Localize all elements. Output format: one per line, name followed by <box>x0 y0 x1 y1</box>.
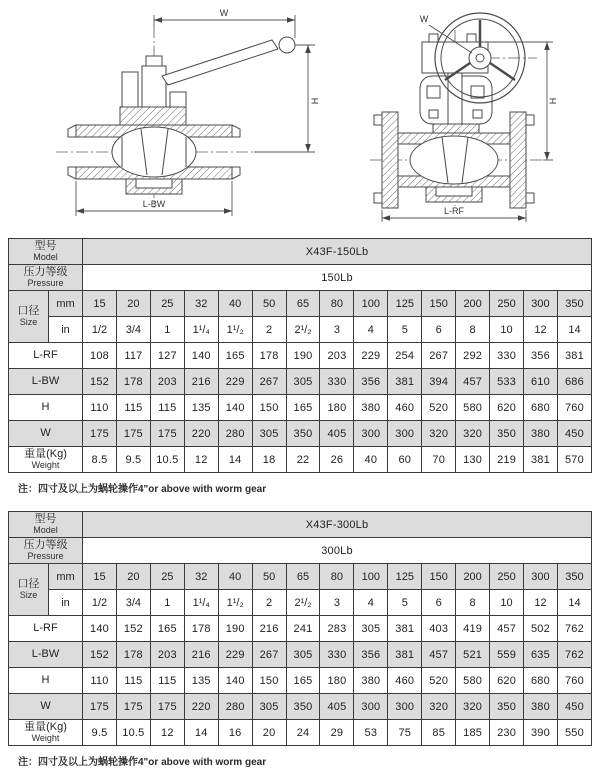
value-cell: 165 <box>286 668 320 694</box>
dim-label-h: H <box>310 97 320 105</box>
value-cell: 216 <box>252 616 286 642</box>
yoke <box>420 73 492 125</box>
size-in-cell: 1/2 <box>83 317 117 343</box>
value-cell: 305 <box>252 694 286 720</box>
size-in-cell: 14 <box>557 590 591 616</box>
size-mm-cell: 100 <box>354 564 388 590</box>
value-cell: 10.5 <box>150 447 184 473</box>
value-cell: 380 <box>354 395 388 421</box>
data-row <box>9 668 592 694</box>
value-cell: 330 <box>490 343 524 369</box>
value-cell: 75 <box>388 720 422 746</box>
dim-label-lbw: L-BW <box>142 199 166 209</box>
value-cell: 460 <box>388 395 422 421</box>
value-cell: 115 <box>150 668 184 694</box>
value-cell: 180 <box>320 668 354 694</box>
value-cell: 165 <box>218 343 252 369</box>
size-mm-cell: 200 <box>456 291 490 317</box>
value-cell: 559 <box>490 642 524 668</box>
value-cell: 10.5 <box>116 720 150 746</box>
value-cell: 381 <box>557 343 591 369</box>
value-cell: 267 <box>252 369 286 395</box>
value-cell: 152 <box>116 616 150 642</box>
value-cell: 175 <box>83 694 117 720</box>
drawing-gear-flanged-valve <box>325 0 597 230</box>
dim-label-w: W <box>419 14 429 24</box>
size-in-cell: 1¹/₄ <box>184 590 218 616</box>
value-cell: 110 <box>83 668 117 694</box>
value-cell: 280 <box>218 694 252 720</box>
tables-wrap <box>0 238 600 768</box>
value-cell: 8.5 <box>83 447 117 473</box>
value-cell: 254 <box>388 343 422 369</box>
size-mm-row <box>9 291 592 317</box>
value-cell: 635 <box>524 642 558 668</box>
value-cell: 580 <box>456 668 490 694</box>
value-cell: 300 <box>354 694 388 720</box>
size-mm-cell: 125 <box>388 291 422 317</box>
value-cell: 22 <box>286 447 320 473</box>
pressure-row <box>9 265 592 291</box>
value-cell: 175 <box>150 694 184 720</box>
value-cell: 241 <box>286 616 320 642</box>
size-in-cell: 2 <box>252 317 286 343</box>
value-cell: 550 <box>557 720 591 746</box>
value-cell: 580 <box>456 395 490 421</box>
unit-in-label: in <box>49 317 83 343</box>
value-cell: 110 <box>83 395 117 421</box>
value-cell: 18 <box>252 447 286 473</box>
value-cell: 175 <box>150 421 184 447</box>
value-cell: 460 <box>388 668 422 694</box>
value-cell: 292 <box>456 343 490 369</box>
row-label: 重量(Kg) Weight <box>9 720 83 746</box>
value-cell: 502 <box>524 616 558 642</box>
value-cell: 267 <box>252 642 286 668</box>
value-cell: 12 <box>184 447 218 473</box>
pressure-value: 300Lb <box>83 538 592 564</box>
value-cell: 320 <box>422 694 456 720</box>
value-cell: 305 <box>354 616 388 642</box>
value-cell: 230 <box>490 720 524 746</box>
row-label: 重量(Kg) Weight <box>9 447 83 473</box>
size-mm-cell: 250 <box>490 291 524 317</box>
value-cell: 620 <box>490 395 524 421</box>
size-mm-cell: 25 <box>150 564 184 590</box>
size-mm-cell: 150 <box>422 291 456 317</box>
size-in-cell: 1¹/₂ <box>218 590 252 616</box>
size-mm-cell: 350 <box>557 564 591 590</box>
value-cell: 381 <box>524 447 558 473</box>
size-in-cell: 1 <box>150 590 184 616</box>
value-cell: 520 <box>422 668 456 694</box>
size-in-cell: 1/2 <box>83 590 117 616</box>
size-mm-cell: 32 <box>184 291 218 317</box>
size-mm-cell: 50 <box>252 291 286 317</box>
value-cell: 220 <box>184 694 218 720</box>
value-cell: 53 <box>354 720 388 746</box>
value-cell: 16 <box>218 720 252 746</box>
size-in-cell: 4 <box>354 590 388 616</box>
dim-label-w: W <box>219 8 229 18</box>
pressure-value: 150Lb <box>83 265 592 291</box>
size-in-cell: 3/4 <box>116 590 150 616</box>
data-row <box>9 395 592 421</box>
data-row <box>9 694 592 720</box>
value-cell: 115 <box>116 668 150 694</box>
unit-mm-label: mm <box>49 564 83 590</box>
size-in-cell: 5 <box>388 317 422 343</box>
valve-body <box>374 112 534 208</box>
model-row <box>9 512 592 538</box>
value-cell: 216 <box>184 369 218 395</box>
value-cell: 380 <box>524 421 558 447</box>
unit-in-label: in <box>49 590 83 616</box>
value-cell: 570 <box>557 447 591 473</box>
value-cell: 356 <box>354 369 388 395</box>
size-mm-cell: 65 <box>286 291 320 317</box>
size-mm-cell: 100 <box>354 291 388 317</box>
value-cell: 381 <box>388 616 422 642</box>
size-mm-cell: 300 <box>524 291 558 317</box>
size-in-cell: 12 <box>524 590 558 616</box>
row-label: H <box>9 395 83 421</box>
value-cell: 320 <box>456 694 490 720</box>
value-cell: 220 <box>184 421 218 447</box>
table-note-300lb: 注：四寸及以上为蜗轮操作4"or above with worm gear <box>18 757 267 768</box>
value-cell: 127 <box>150 343 184 369</box>
size-in-cell: 3 <box>320 317 354 343</box>
data-row <box>9 421 592 447</box>
model-row <box>9 239 592 265</box>
value-cell: 356 <box>524 343 558 369</box>
value-cell: 300 <box>388 694 422 720</box>
pressure-row <box>9 538 592 564</box>
size-in-cell: 3 <box>320 590 354 616</box>
size-in-cell: 10 <box>490 590 524 616</box>
value-cell: 60 <box>388 447 422 473</box>
value-cell: 150 <box>252 668 286 694</box>
value-cell: 115 <box>116 395 150 421</box>
value-cell: 457 <box>422 642 456 668</box>
value-cell: 405 <box>320 421 354 447</box>
value-cell: 419 <box>456 616 490 642</box>
value-cell: 330 <box>320 369 354 395</box>
value-cell: 300 <box>388 421 422 447</box>
size-in-row <box>9 317 592 343</box>
value-cell: 320 <box>422 421 456 447</box>
size-in-cell: 5 <box>388 590 422 616</box>
size-mm-cell: 250 <box>490 564 524 590</box>
size-mm-cell: 150 <box>422 564 456 590</box>
spec-table <box>8 238 592 473</box>
value-cell: 450 <box>557 694 591 720</box>
value-cell: 40 <box>354 447 388 473</box>
value-cell: 190 <box>218 616 252 642</box>
data-row <box>9 343 592 369</box>
value-cell: 24 <box>286 720 320 746</box>
data-row <box>9 616 592 642</box>
value-cell: 457 <box>490 616 524 642</box>
size-in-cell: 6 <box>422 317 456 343</box>
value-cell: 229 <box>218 642 252 668</box>
value-cell: 115 <box>150 395 184 421</box>
value-cell: 203 <box>150 369 184 395</box>
value-cell: 140 <box>218 395 252 421</box>
value-cell: 135 <box>184 668 218 694</box>
size-mm-cell: 15 <box>83 564 117 590</box>
spec-table <box>8 511 592 746</box>
value-cell: 130 <box>456 447 490 473</box>
size-in-cell: 10 <box>490 317 524 343</box>
size-label: 口径 Size <box>9 291 49 343</box>
value-cell: 305 <box>286 369 320 395</box>
size-in-row <box>9 590 592 616</box>
size-in-cell: 2¹/₂ <box>286 317 320 343</box>
size-mm-row <box>9 564 592 590</box>
dim-label-lrf: L-RF <box>444 206 464 216</box>
value-cell: 229 <box>218 369 252 395</box>
size-mm-cell: 20 <box>116 291 150 317</box>
size-in-cell: 2 <box>252 590 286 616</box>
spec-table-150lb-section <box>8 238 592 473</box>
value-cell: 520 <box>422 395 456 421</box>
unit-mm-label: mm <box>49 291 83 317</box>
size-mm-cell: 40 <box>218 291 252 317</box>
size-mm-cell: 50 <box>252 564 286 590</box>
value-cell: 185 <box>456 720 490 746</box>
value-cell: 152 <box>83 642 117 668</box>
size-label: 口径 Size <box>9 564 49 616</box>
value-cell: 150 <box>252 395 286 421</box>
value-cell: 760 <box>557 668 591 694</box>
value-cell: 14 <box>218 447 252 473</box>
value-cell: 620 <box>490 668 524 694</box>
value-cell: 305 <box>286 642 320 668</box>
value-cell: 140 <box>218 668 252 694</box>
value-cell: 283 <box>320 616 354 642</box>
row-label: L-BW <box>9 642 83 668</box>
size-in-cell: 3/4 <box>116 317 150 343</box>
value-cell: 762 <box>557 642 591 668</box>
value-cell: 178 <box>184 616 218 642</box>
value-cell: 457 <box>456 369 490 395</box>
value-cell: 219 <box>490 447 524 473</box>
data-row <box>9 642 592 668</box>
value-cell: 267 <box>422 343 456 369</box>
value-cell: 175 <box>116 694 150 720</box>
size-in-cell: 1¹/₄ <box>184 317 218 343</box>
size-mm-cell: 200 <box>456 564 490 590</box>
size-mm-cell: 15 <box>83 291 117 317</box>
size-mm-cell: 80 <box>320 564 354 590</box>
value-cell: 350 <box>490 421 524 447</box>
row-label: L-RF <box>9 343 83 369</box>
model-label: 型号 Model <box>9 512 83 538</box>
value-cell: 380 <box>524 694 558 720</box>
row-label: W <box>9 421 83 447</box>
data-row <box>9 720 592 746</box>
value-cell: 686 <box>557 369 591 395</box>
value-cell: 390 <box>524 720 558 746</box>
value-cell: 70 <box>422 447 456 473</box>
value-cell: 533 <box>490 369 524 395</box>
value-cell: 305 <box>252 421 286 447</box>
size-in-cell: 4 <box>354 317 388 343</box>
value-cell: 175 <box>83 421 117 447</box>
size-mm-cell: 125 <box>388 564 422 590</box>
value-cell: 175 <box>116 421 150 447</box>
value-cell: 330 <box>320 642 354 668</box>
value-cell: 9.5 <box>116 447 150 473</box>
row-label: L-RF <box>9 616 83 642</box>
size-mm-cell: 20 <box>116 564 150 590</box>
size-in-cell: 12 <box>524 317 558 343</box>
value-cell: 165 <box>150 616 184 642</box>
value-cell: 190 <box>286 343 320 369</box>
value-cell: 350 <box>286 421 320 447</box>
size-mm-cell: 80 <box>320 291 354 317</box>
value-cell: 203 <box>150 642 184 668</box>
value-cell: 229 <box>354 343 388 369</box>
value-cell: 381 <box>388 369 422 395</box>
value-cell: 12 <box>150 720 184 746</box>
value-cell: 9.5 <box>83 720 117 746</box>
value-cell: 178 <box>116 642 150 668</box>
value-cell: 450 <box>557 421 591 447</box>
value-cell: 117 <box>116 343 150 369</box>
value-cell: 320 <box>456 421 490 447</box>
size-mm-cell: 350 <box>557 291 591 317</box>
value-cell: 165 <box>286 395 320 421</box>
data-row <box>9 369 592 395</box>
size-mm-cell: 25 <box>150 291 184 317</box>
value-cell: 216 <box>184 642 218 668</box>
value-cell: 135 <box>184 395 218 421</box>
value-cell: 350 <box>286 694 320 720</box>
value-cell: 178 <box>116 369 150 395</box>
drawing-lever-ball-valve <box>2 0 324 230</box>
value-cell: 20 <box>252 720 286 746</box>
value-cell: 403 <box>422 616 456 642</box>
value-cell: 203 <box>320 343 354 369</box>
value-cell: 350 <box>490 694 524 720</box>
model-label: 型号 Model <box>9 239 83 265</box>
value-cell: 140 <box>83 616 117 642</box>
model-value: X43F-150Lb <box>83 239 592 265</box>
value-cell: 760 <box>557 395 591 421</box>
value-cell: 380 <box>354 668 388 694</box>
value-cell: 280 <box>218 421 252 447</box>
table-note-150lb: 注：四寸及以上为蜗轮操作4"or above with worm gear <box>18 484 267 495</box>
value-cell: 140 <box>184 343 218 369</box>
value-cell: 356 <box>354 642 388 668</box>
size-in-cell: 14 <box>557 317 591 343</box>
size-in-cell: 2¹/₂ <box>286 590 320 616</box>
value-cell: 26 <box>320 447 354 473</box>
value-cell: 85 <box>422 720 456 746</box>
pressure-label: 压力等级 Pressure <box>9 265 83 291</box>
size-in-cell: 1¹/₂ <box>218 317 252 343</box>
row-label: W <box>9 694 83 720</box>
lever-handle <box>162 37 295 85</box>
value-cell: 152 <box>83 369 117 395</box>
value-cell: 300 <box>354 421 388 447</box>
model-value: X43F-300Lb <box>83 512 592 538</box>
value-cell: 680 <box>524 395 558 421</box>
value-cell: 14 <box>184 720 218 746</box>
value-cell: 610 <box>524 369 558 395</box>
value-cell: 108 <box>83 343 117 369</box>
value-cell: 521 <box>456 642 490 668</box>
spec-table-300lb-section <box>8 511 592 746</box>
value-cell: 178 <box>252 343 286 369</box>
value-cell: 405 <box>320 694 354 720</box>
valve-body <box>68 107 240 194</box>
size-in-cell: 8 <box>456 590 490 616</box>
size-mm-cell: 40 <box>218 564 252 590</box>
value-cell: 381 <box>388 642 422 668</box>
size-in-cell: 1 <box>150 317 184 343</box>
size-mm-cell: 65 <box>286 564 320 590</box>
pressure-label: 压力等级 Pressure <box>9 538 83 564</box>
value-cell: 180 <box>320 395 354 421</box>
row-label: H <box>9 668 83 694</box>
size-mm-cell: 300 <box>524 564 558 590</box>
size-in-cell: 6 <box>422 590 456 616</box>
value-cell: 680 <box>524 668 558 694</box>
technical-drawings <box>0 0 600 230</box>
size-in-cell: 8 <box>456 317 490 343</box>
value-cell: 762 <box>557 616 591 642</box>
dim-label-h: H <box>548 97 558 105</box>
value-cell: 394 <box>422 369 456 395</box>
value-cell: 29 <box>320 720 354 746</box>
row-label: L-BW <box>9 369 83 395</box>
size-mm-cell: 32 <box>184 564 218 590</box>
data-row <box>9 447 592 473</box>
